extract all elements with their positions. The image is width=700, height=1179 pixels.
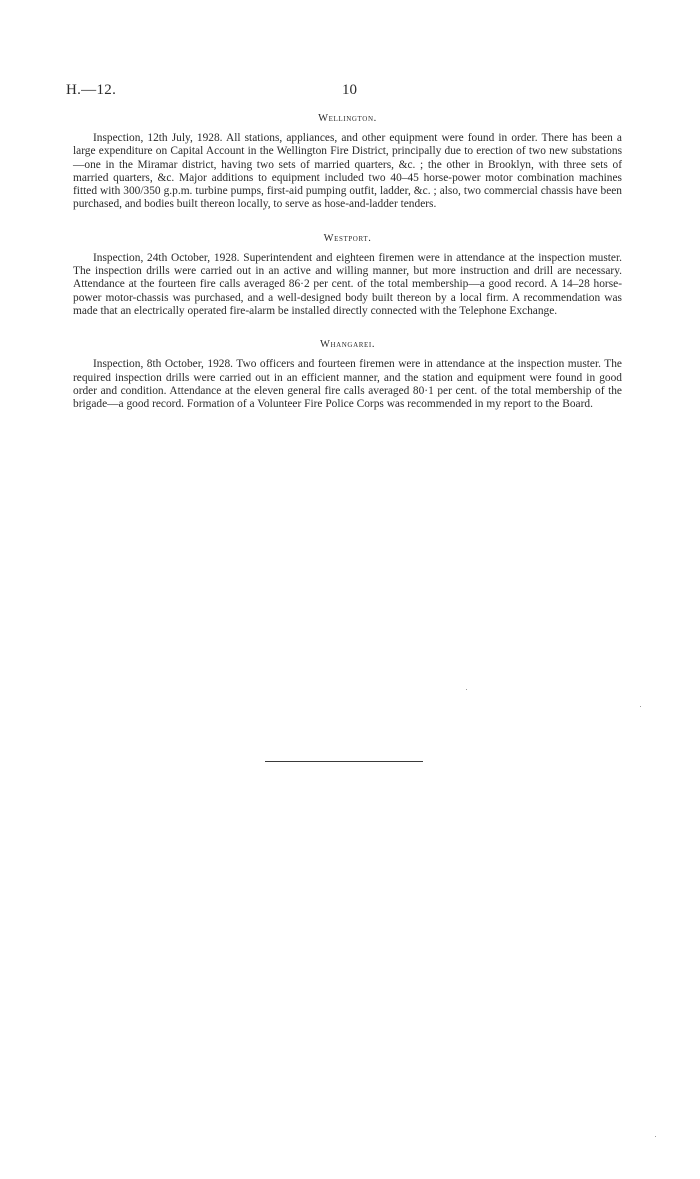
section-heading: Westport. [323, 232, 372, 244]
section-paragraph: Inspection, 8th October, 1928. Two officers and fourteen firemen were in attendance at the inspection muster. The required inspection drills were carried out in an efficient manner, and the station and equipment were found in good order and condition. Attendance at the eleven general fire calls averaged 80·1 per cent. of the total membership of the brigade—a good record. Formation of a Volunteer Fire Police Corps was recommended in my report to the Board. [73, 358, 622, 411]
scan-speck [640, 706, 641, 707]
section-paragraph: Inspection, 12th July, 1928. All stations, appliances, and other equipment were found in order. There has been a large expenditure on Capital Account in the Wellington Fire District, principally due to erection of two new substations—one in the Miramar district, having two sets of married quarters, &c. ; the other in Brooklyn, with three sets of married quarters, &c. Major additions to equipment included two 40–45 horse-power motor combination machines fitted with 300/350 g.p.m. turbine pumps, first-aid pumping outfit, ladder, &c. ; also, two commercial chassis have been purchased, and bodies built thereon locally, to serve as hose-and-ladder tenders. [73, 132, 622, 211]
scan-speck [655, 1136, 656, 1137]
section-westport [73, 232, 622, 318]
page-header [66, 82, 626, 102]
section-whangarei [73, 338, 622, 411]
document-reference: H.—12. [66, 82, 117, 98]
section-heading: Whangarei. [319, 339, 376, 351]
scan-speck [466, 689, 467, 690]
page-number: 10 [342, 82, 357, 98]
report-body [73, 112, 622, 433]
section-paragraph: Inspection, 24th October, 1928. Superintendent and eighteen firemen were in attendance at the inspection muster. The inspection drills were carried out in an active and willing manner, but more instruction and drill are necessary. Attendance at the fourteen fire calls averaged 86·2 per cent. of the total membership—a good record. A 14–28 horse-power motor-chassis was purchased, and a well-designed body built thereon by a local firm. A recommendation was made that an electrically operated fire-alarm be installed directly connected with the Telephone Exchange. [73, 251, 622, 317]
section-heading: Wellington. [318, 113, 377, 124]
closing-rule [265, 761, 423, 762]
section-wellington [73, 112, 622, 212]
